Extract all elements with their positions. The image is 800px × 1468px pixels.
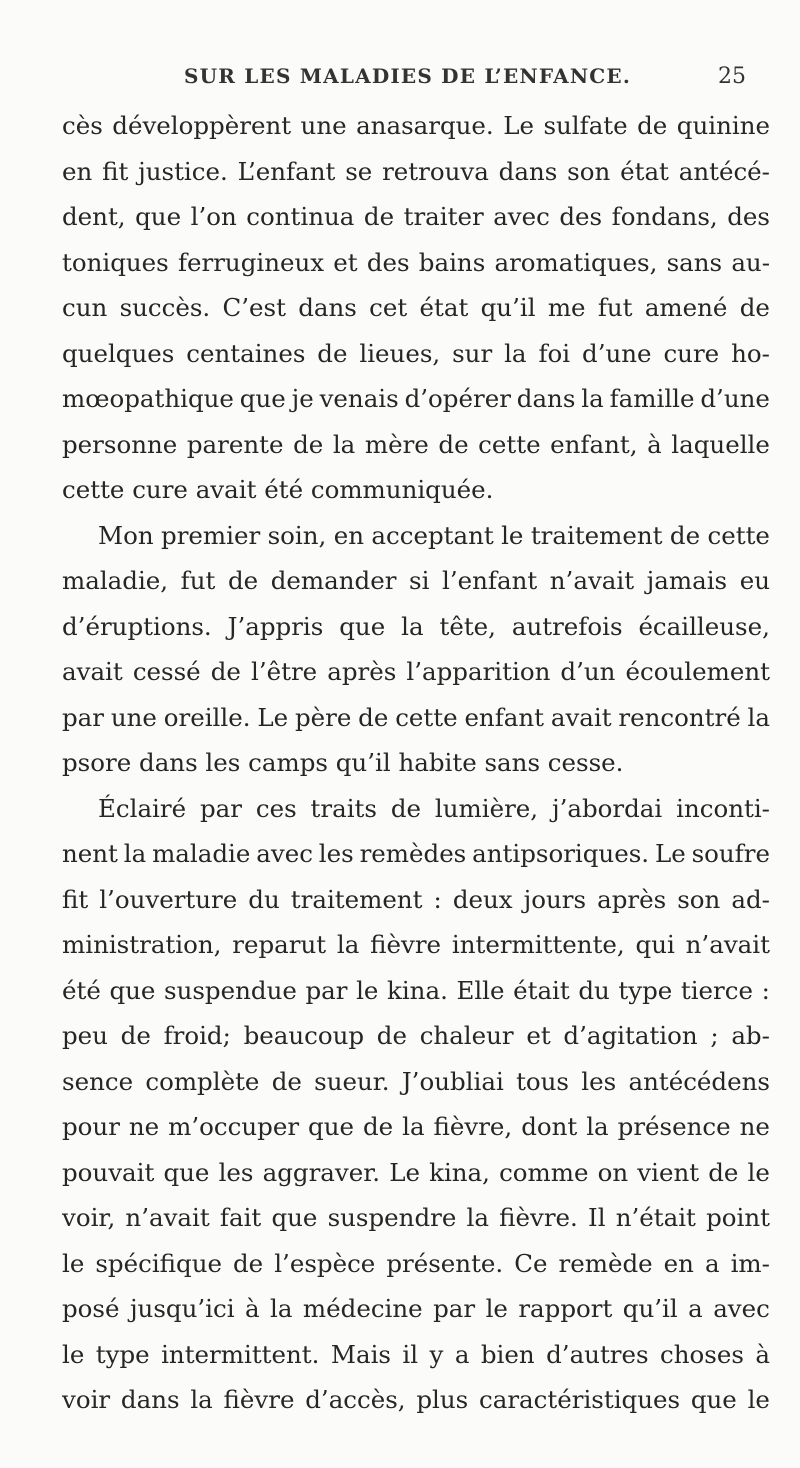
text-line: avait cessé de l’être après l’apparition d’un écoulement xyxy=(62,657,770,686)
text-line: personne parente de la mère de cette enfant, à laquelle xyxy=(62,429,770,459)
text-line: cette cure avait été communiquée. xyxy=(62,475,494,504)
text-line: peu de froid; beaucoup de chaleur et d’agitation ; ab- xyxy=(62,1021,770,1050)
text-line: cun succès. C’est dans cet état qu’il me fut amené de xyxy=(62,293,770,322)
page-number: 25 xyxy=(718,64,746,89)
text-line: pouvait que les aggraver. Le kina, comme on vient de le xyxy=(62,1157,770,1187)
text-line: psore dans les camps qu’il habite sans cesse. xyxy=(62,748,624,777)
text-line: en fit justice. L’enfant se retrouva dans son état antécé- xyxy=(62,156,770,186)
running-head xyxy=(0,64,800,98)
text-line: le type intermittent. Mais il y a bien d’autres choses à xyxy=(62,1339,770,1369)
text-line: voir dans la fièvre d’accès, plus caractéristiques que le xyxy=(62,1385,770,1414)
text-line: Éclairé par ces traits de lumière, j’abordai inconti- xyxy=(98,793,770,823)
text-line: nent la maladie avec les remèdes antipsoriques. Le soufre xyxy=(62,839,770,868)
text-line: pour ne m’occuper que de la fièvre, dont la présence ne xyxy=(62,1112,770,1141)
text-line: ministration, reparut la fièvre intermittente, qui n’avait xyxy=(62,930,770,959)
text-line: maladie, fut de demander si l’enfant n’avait jamais eu xyxy=(62,566,770,595)
text-line: cès développèrent une anasarque. Le sulfate de quinine xyxy=(62,111,770,140)
text-line: le spécifique de l’espèce présente. Ce remède en a im- xyxy=(62,1248,770,1278)
text-line: Mon premier soin, en acceptant le traitement de cette xyxy=(98,520,770,550)
text-line: d’éruptions. J’appris que la tête, autrefois écailleuse, xyxy=(62,611,770,641)
text-line: toniques ferrugineux et des bains aromatiques, sans au- xyxy=(62,247,770,277)
text-line: quelques centaines de lieues, sur la foi d’une cure ho- xyxy=(62,338,770,368)
text-line: mœopathique que je venais d’opérer dans la famille d’une xyxy=(62,384,770,413)
running-title: SUR LES MALADIES DE L’ENFANCE. xyxy=(184,64,632,88)
text-line: voir, n’avait fait que suspendre la fièvre. Il n’était point xyxy=(62,1203,770,1232)
text-line: posé jusqu’ici à la médecine par le rapport qu’il a avec xyxy=(62,1294,770,1323)
text-line: fit l’ouverture du traitement : deux jours après son ad- xyxy=(62,884,770,914)
text-line: sence complète de sueur. J’oubliai tous les antécédens xyxy=(62,1066,770,1096)
text-line: été que suspendue par le kina. Elle était du type tierce : xyxy=(62,975,770,1005)
text-line: par une oreille. Le père de cette enfant avait rencontré la xyxy=(62,702,770,732)
text-line: dent, que l’on continua de traiter avec des fondans, des xyxy=(62,202,770,231)
